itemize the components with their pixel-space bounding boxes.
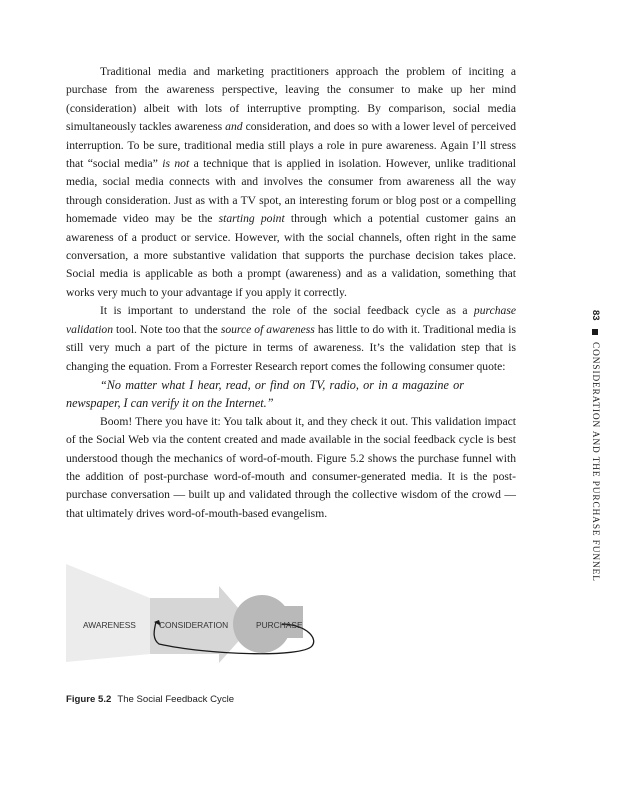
figure-number: Figure 5.2 bbox=[66, 694, 112, 705]
paragraph-3: Boom! There you have it: You talk about it, and they check it out. This validation impact of the Social Web via the content created and made available in the social feedback cycle is best understood though the mechanics of word-of-mouth. Figure 5.2 shows the purchase funnel with the addition of post-purchase word-of-mouth and consumer-generated media. It is the post-purchase conversation — built up and validated through the collective wisdom of the crowd — that ultimately drives word-of-mouth-based evangelism. bbox=[66, 414, 516, 520]
figure-title: The Social Feedback Cycle bbox=[117, 694, 235, 705]
running-header bbox=[590, 310, 601, 582]
square-bullet-icon bbox=[592, 329, 598, 335]
awareness-label: AWARENESS bbox=[83, 620, 136, 630]
social-feedback-cycle-figure bbox=[66, 562, 326, 672]
consideration-label: CONSIDERATION bbox=[159, 620, 229, 630]
awareness-band bbox=[66, 564, 150, 662]
chapter-title: CONSIDERATION AND THE PURCHASE FUNNEL bbox=[590, 342, 600, 582]
purchase-label: PURCHASE bbox=[256, 620, 303, 630]
block-quote: “No matter what I hear, read, or find on TV, radio, or in a magazine or newspaper, I can verify it on the Internet.” bbox=[66, 377, 464, 411]
paragraph-2: It is important to understand the role of the social feedback cycle as a purchase validation tool. Note too that the source of awareness has little to do with it. Traditional media is still very much a part of the picture in terms of awareness. It’s the validation step that is changing the equation. From a Forrester Research report comes the following consumer quote: bbox=[66, 304, 516, 373]
figure-caption bbox=[66, 694, 234, 705]
paragraph-1: Traditional media and marketing practitioners approach the problem of inciting a purchase from the awareness perspective, leaving the consumer to make up her mind (consideration) albeit with lots of interruptive prompting. By comparison, social media simultaneously tackles awareness and consideration, and does so with a lower level of perceived interruption. To be sure, traditional media still plays a role in pure awareness. Again I’ll stress that “social media” is not a technique that is applied in isolation. However, unlike traditional media, social media connects with and involves the consumer from awareness all the way through consideration. Just as with a TV spot, an interesting forum or blog post or a compelling homemade video may be the starting point through which a potential customer gains an awareness of a product or service. However, with the social channels, often right in the same conversation, a more substantive validation that supports the purchase decision takes place. Social media is applicable as both a prompt (awareness) and as a validation, something that works very much to your advantage if you apply it correctly. bbox=[66, 65, 516, 299]
body-text bbox=[66, 63, 516, 523]
funnel-diagram bbox=[66, 562, 326, 672]
page-number: 83 bbox=[590, 310, 601, 321]
